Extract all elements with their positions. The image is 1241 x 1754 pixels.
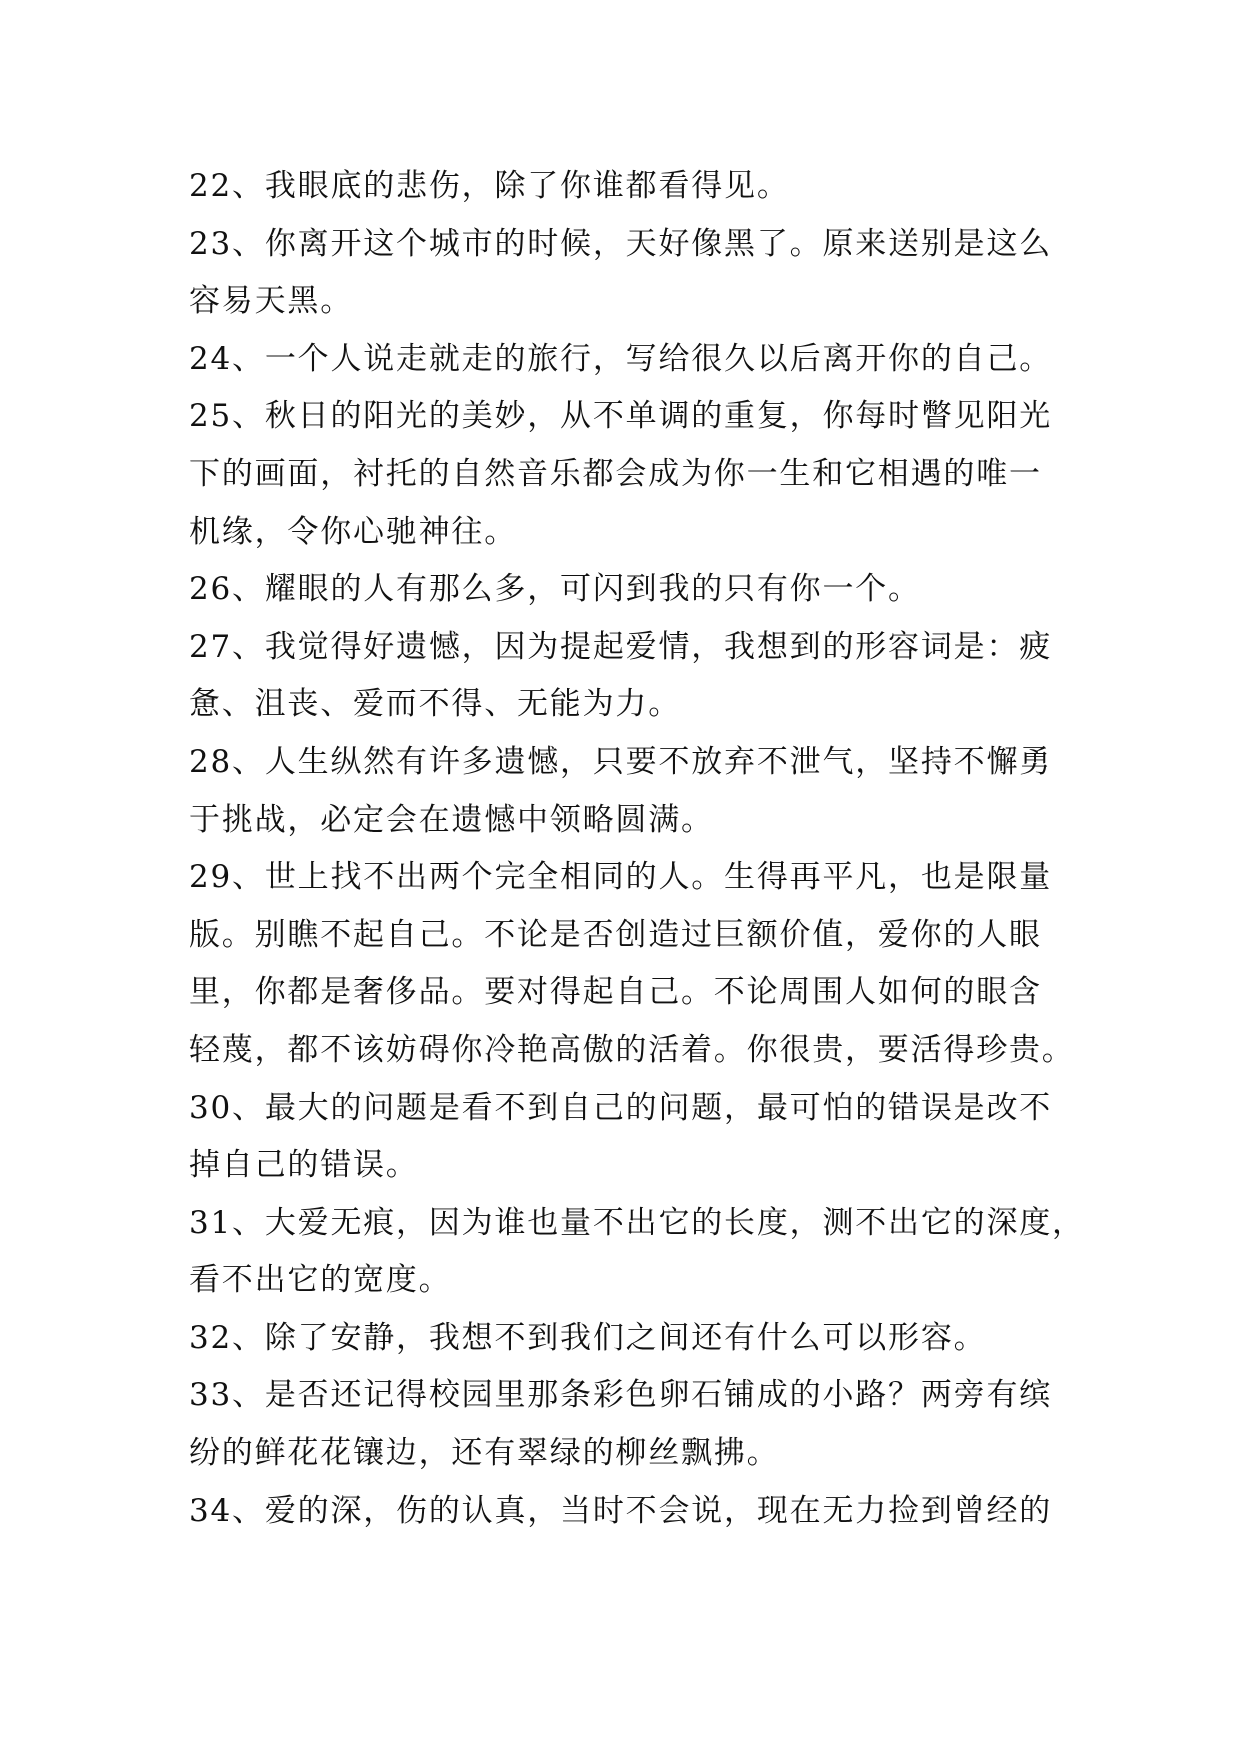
entry-33 [189,1367,1051,1482]
entry-28 [189,734,1051,849]
entry-line: 轻蔑，都不该妨碍你冷艳高傲的活着。你很贵，要活得珍贵。 [189,1031,1075,1068]
entry-line: 33、是否还记得校园里那条彩色卵石铺成的小路？两旁有缤 [189,1377,1053,1414]
entry-24 [189,331,1051,389]
entry-line: 32、除了安静，我想不到我们之间还有什么可以形容。 [189,1319,987,1356]
entry-line: 下的画面，衬托的自然音乐都会成为你一生和它相遇的唯一 [189,455,1042,492]
entry-30 [189,1080,1051,1195]
entry-23 [189,216,1051,331]
entry-31 [189,1195,1085,1310]
entry-32 [189,1310,1051,1368]
entry-27 [189,619,1051,734]
entry-22 [189,158,1051,216]
entry-line: 于挑战，必定会在遗憾中领略圆满。 [189,801,714,838]
entry-line: 27、我觉得好遗憾，因为提起爱情，我想到的形容词是：疲 [189,628,1053,665]
entry-line: 26、耀眼的人有那么多，可闪到我的只有你一个。 [189,571,921,608]
entry-line: 30、最大的问题是看不到自己的问题，最可怕的错误是改不 [189,1089,1053,1126]
entry-line: 29、世上找不出两个完全相同的人。生得再平凡，也是限量 [189,859,1053,896]
entry-26 [189,561,1051,619]
entry-34 [189,1483,1051,1541]
entry-line: 看不出它的宽度。 [189,1262,452,1299]
document-page [189,158,1085,1540]
entry-line: 22、我眼底的悲伤，除了你谁都看得见。 [189,168,790,204]
entry-line: 23、你离开这个城市的时候，天好像黑了。原来送别是这么 [189,225,1053,262]
entry-line: 惫、沮丧、爱而不得、无能为力。 [189,686,681,723]
entry-29 [189,849,1075,1079]
entry-25 [189,388,1051,561]
entry-line: 里，你都是奢侈品。要对得起自己。不论周围人如何的眼含 [189,974,1042,1011]
entry-line: 掉自己的错误。 [189,1147,419,1184]
entry-line: 34、爱的深，伤的认真，当时不会说，现在无力捡到曾经的 [189,1492,1053,1529]
entry-line: 24、一个人说走就走的旅行，写给很久以后离开你的自己。 [189,340,1053,377]
entry-line: 机缘，令你心驰神往。 [189,513,517,550]
entry-line: 25、秋日的阳光的美妙，从不单调的重复，你每时瞥见阳光 [189,398,1053,435]
entry-line: 版。别瞧不起自己。不论是否创造过巨额价值，爱你的人眼 [189,916,1042,953]
entry-line: 31、大爱无痕，因为谁也量不出它的长度，测不出它的深度， [189,1204,1085,1241]
entry-line: 纷的鲜花花镶边，还有翠绿的柳丝飘拂。 [189,1435,780,1472]
entry-line: 容易天黑。 [189,283,353,320]
entry-line: 28、人生纵然有许多遗憾，只要不放弃不泄气，坚持不懈勇 [189,743,1053,780]
